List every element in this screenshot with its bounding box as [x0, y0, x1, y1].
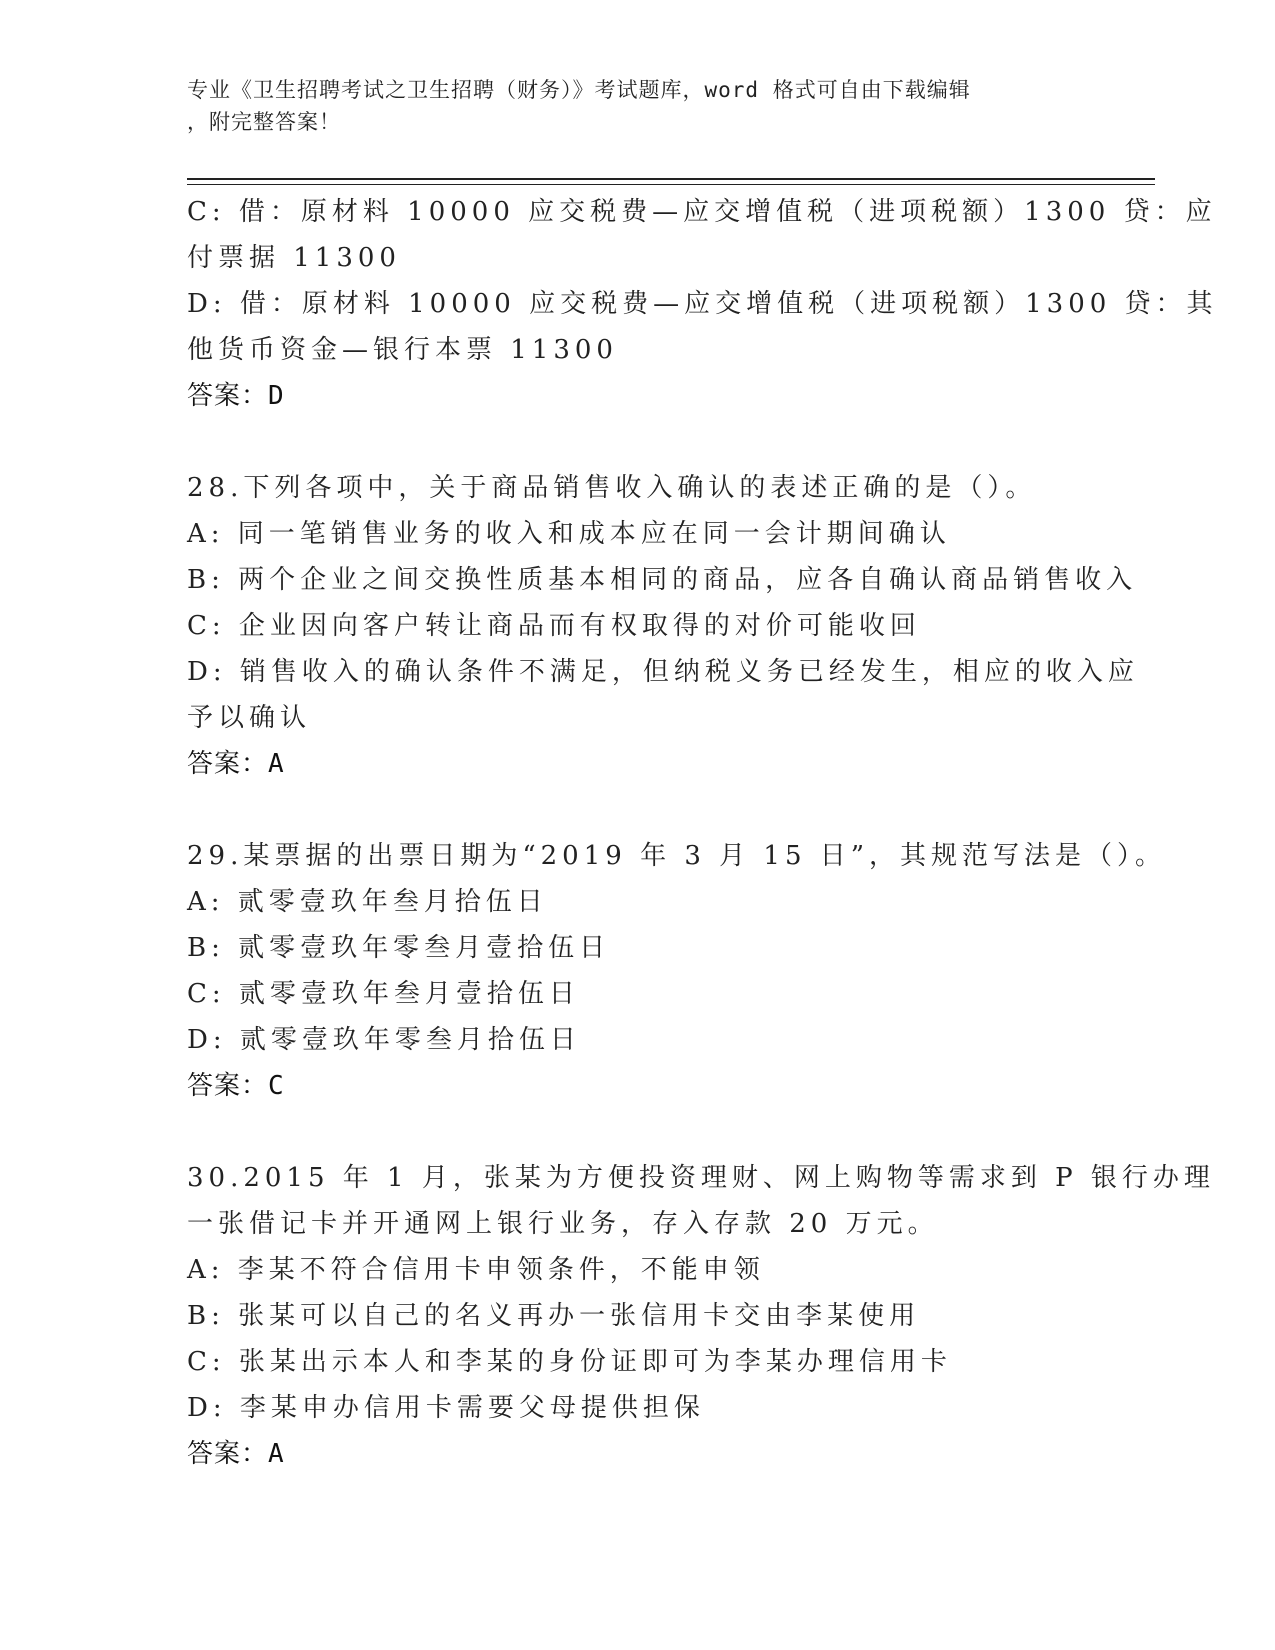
- answer-line: [187, 373, 1087, 419]
- option-c-line-2: 付票据 11300: [187, 243, 401, 273]
- question-stem: 28.下列各项中，关于商品销售收入确认的表述正确的是（）。: [187, 473, 1037, 503]
- question-stem-line-2: 一张借记卡并开通网上银行业务，存入存款 20 万元。: [187, 1209, 939, 1239]
- option-a: A: 同一笔销售业务的收入和成本应在同一会计期间确认: [187, 519, 951, 549]
- answer-label: 答案：: [187, 381, 269, 411]
- spacer: [187, 1109, 1087, 1155]
- answer-value: C: [268, 1071, 284, 1101]
- spacer: [187, 419, 1087, 465]
- option-b: B: 两个企业之间交换性质基本相同的商品，应各自确认商品销售收入: [187, 565, 1138, 595]
- option-c: C: 张某出示本人和李某的身份证即可为李某办理信用卡: [187, 1347, 952, 1377]
- question-content: [187, 189, 1218, 1477]
- spacer: [187, 787, 1087, 833]
- option-d-line-1: D: 销售收入的确认条件不满足，但纳税义务已经发生，相应的收入应: [187, 657, 1139, 687]
- option-c: C: 企业因向客户转让商品而有权取得的对价可能收回: [187, 611, 921, 641]
- option-a: A: 贰零壹玖年叁月拾伍日: [187, 887, 548, 917]
- header-title-line-1: 专业《卫生招聘考试之卫生招聘（财务）》考试题库，word 格式可自由下载编辑: [187, 78, 971, 102]
- question-30: [187, 1155, 1215, 1477]
- answer-value: A: [268, 749, 284, 779]
- option-d-line-1: D: 借：原材料 10000 应交税费—应交增值税（进项税额）1300 贷：其: [187, 289, 1218, 319]
- page-header: [187, 74, 1087, 138]
- question-stem: 29.某票据的出票日期为“2019 年 3 月 15 日”，其规范写法是（）。: [187, 841, 1167, 871]
- option-d-line-2: 他货币资金—银行本票 11300: [187, 335, 618, 365]
- option-d: D: 贰零壹玖年零叁月拾伍日: [187, 1025, 581, 1055]
- option-d-line-2: 予以确认: [187, 703, 312, 733]
- option-a: A: 李某不符合信用卡申领条件，不能申领: [187, 1255, 765, 1285]
- answer-label: 答案：: [187, 1071, 269, 1101]
- answer-line: [187, 1063, 1087, 1109]
- prev-question-tail: [187, 189, 1218, 419]
- option-d: D: 李某申办信用卡需要父母提供担保: [187, 1393, 705, 1423]
- answer-value: A: [268, 1439, 284, 1469]
- question-stem-line-1: 30.2015 年 1 月，张某为方便投资理财、网上购物等需求到 P 银行办理: [187, 1163, 1215, 1193]
- answer-label: 答案：: [187, 1439, 269, 1469]
- header-divider-thin: [187, 184, 1155, 185]
- option-c: C: 贰零壹玖年叁月壹拾伍日: [187, 979, 580, 1009]
- answer-line: [187, 741, 1087, 787]
- question-29: [187, 833, 1167, 1109]
- header-title-line-2: ，附完整答案！: [187, 110, 341, 134]
- option-b: B: 贰零壹玖年零叁月壹拾伍日: [187, 933, 611, 963]
- header-divider-thick: [187, 178, 1155, 180]
- answer-label: 答案：: [187, 749, 269, 779]
- answer-line: [187, 1431, 1087, 1477]
- option-b: B: 张某可以自己的名义再办一张信用卡交由李某使用: [187, 1301, 921, 1331]
- question-28: [187, 465, 1139, 787]
- option-c-line-1: C: 借：原材料 10000 应交税费—应交增值税（进项税额）1300 贷：应: [187, 197, 1217, 227]
- answer-value: D: [268, 381, 284, 411]
